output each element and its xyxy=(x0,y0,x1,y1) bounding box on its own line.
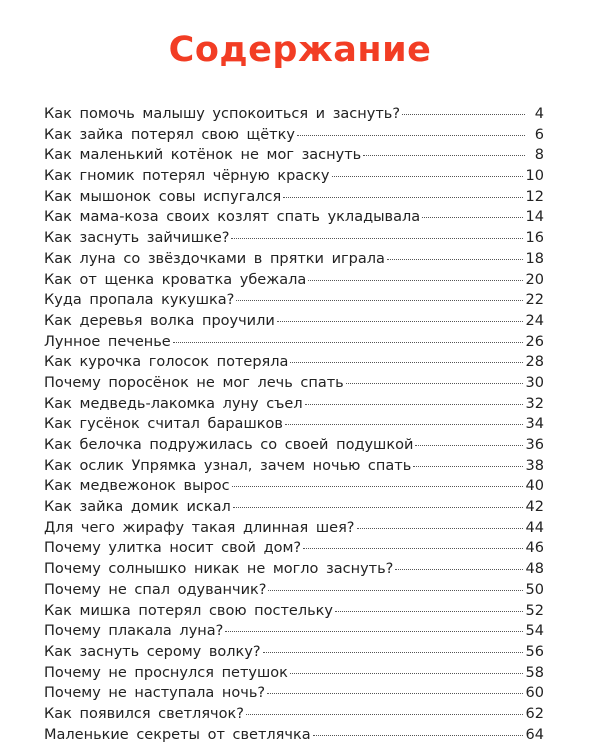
toc-entry-title: Как луна со звёздочками в прятки играла xyxy=(44,250,385,267)
toc-entry xyxy=(44,538,544,559)
toc-dot-leader xyxy=(225,631,522,632)
toc-entry-title: Почему поросёнок не мог лечь спать xyxy=(44,374,344,391)
toc-entry-title: Маленькие секреты от светлячка xyxy=(44,726,311,743)
toc-entry xyxy=(44,352,544,373)
toc-page-number: 26 xyxy=(525,333,544,350)
toc-dot-leader xyxy=(303,548,522,549)
toc-entry xyxy=(44,601,544,622)
toc-page-number: 20 xyxy=(525,271,544,288)
toc-dot-leader xyxy=(387,259,523,260)
toc-entry xyxy=(44,435,544,456)
toc-entry-title: Почему не наступала ночь? xyxy=(44,685,266,702)
toc-entry xyxy=(44,166,544,187)
toc-entry xyxy=(44,580,544,601)
toc-dot-leader xyxy=(422,217,522,218)
toc-entry xyxy=(44,311,544,332)
toc-dot-leader xyxy=(283,197,522,198)
toc-page-number: 44 xyxy=(525,519,544,536)
toc-entry xyxy=(44,456,544,477)
toc-dot-leader xyxy=(285,424,523,425)
toc-dot-leader xyxy=(305,404,523,405)
toc-page-number: 46 xyxy=(525,540,544,557)
toc-entry-title: Как заснуть серому волку? xyxy=(44,643,261,660)
toc-page-number: 36 xyxy=(525,437,544,453)
toc-page-number: 10 xyxy=(525,168,544,185)
toc-entry xyxy=(44,290,544,311)
toc-entry-title: Как от щенка кроватка убежала xyxy=(44,271,307,288)
toc-page-number: 50 xyxy=(525,581,544,598)
toc-page-number: 32 xyxy=(525,395,544,412)
toc-dot-leader xyxy=(263,652,523,653)
toc-page-number: 60 xyxy=(525,685,544,702)
toc-entry-title: Как зайка домик искал xyxy=(44,499,231,516)
toc-dot-leader xyxy=(308,280,522,281)
toc-entry-title: Как мама-коза своих козлят спать укладывала xyxy=(44,209,421,226)
toc-entry-title: Лунное печенье xyxy=(44,333,171,350)
toc-entry-title: Как маленький котёнок не мог заснуть xyxy=(44,147,362,164)
toc-dot-leader xyxy=(268,590,522,591)
toc-entry-title: Как мишка потерял свою постельку xyxy=(44,602,334,619)
toc-dot-leader xyxy=(402,114,525,115)
toc-entry xyxy=(44,125,544,146)
toc-entry xyxy=(44,207,544,228)
toc-page-number: 54 xyxy=(525,623,544,640)
toc-entry-title: Как гномик потерял чёрную краску xyxy=(44,168,330,185)
toc-dot-leader xyxy=(231,238,522,239)
toc-page-number: 30 xyxy=(525,374,544,391)
toc-entry xyxy=(44,704,544,725)
toc-page-number: 52 xyxy=(525,602,544,619)
toc-page-number: 48 xyxy=(525,561,544,578)
toc-dot-leader xyxy=(357,528,523,529)
toc-entry xyxy=(44,621,544,642)
page-title: Содержание xyxy=(168,30,432,70)
toc-page-number: 12 xyxy=(525,188,544,205)
toc-page-number: 14 xyxy=(525,209,544,226)
toc-page-number: 38 xyxy=(525,457,544,474)
toc-entry-title: Почему плакала луна? xyxy=(44,623,224,640)
toc-entry xyxy=(44,145,544,166)
toc-entry-title: Как белочка подружилась со своей подушкой xyxy=(44,437,414,453)
toc-entry-title: Как гусёнок считал барашков xyxy=(44,416,283,433)
toc-entry xyxy=(44,270,544,291)
toc-dot-leader xyxy=(332,176,523,177)
toc-dot-leader xyxy=(267,693,522,694)
toc-entry-title: Почему не спал одуванчик? xyxy=(44,581,267,598)
toc-entry xyxy=(44,518,544,539)
toc-dot-leader xyxy=(290,673,523,674)
toc-entry xyxy=(44,414,544,435)
toc-dot-leader xyxy=(173,342,523,343)
toc-dot-leader xyxy=(246,714,523,715)
toc-dot-leader xyxy=(363,155,525,156)
toc-dot-leader xyxy=(313,735,523,736)
toc-dot-leader xyxy=(290,362,522,363)
toc-entry xyxy=(44,104,544,125)
toc-entry-title: Как помочь малышу успокоиться и заснуть? xyxy=(44,106,401,122)
toc-page-number: 18 xyxy=(525,250,544,267)
toc-page-number: 40 xyxy=(525,478,544,495)
toc-dot-leader xyxy=(415,445,522,446)
toc-entry xyxy=(44,642,544,663)
toc-entry xyxy=(44,559,544,580)
toc-entry xyxy=(44,683,544,704)
toc-entry xyxy=(44,476,544,497)
toc-page-number: 16 xyxy=(525,230,544,247)
toc-dot-leader xyxy=(297,135,525,136)
toc-page-number: 56 xyxy=(525,643,544,660)
toc-page-number: 42 xyxy=(525,499,544,516)
toc-dot-leader xyxy=(413,466,522,467)
toc-entry-title: Как зайка потерял свою щётку xyxy=(44,126,295,143)
toc-entry-title: Для чего жирафу такая длинная шея? xyxy=(44,519,355,536)
toc-entry-title: Как медвежонок вырос xyxy=(44,478,230,495)
toc-entry xyxy=(44,497,544,518)
toc-page-number: 28 xyxy=(525,354,544,371)
toc-entry-title: Почему солнышко никак не могло заснуть? xyxy=(44,561,394,578)
toc-entry-title: Почему не проснулся петушок xyxy=(44,664,288,681)
toc-entry xyxy=(44,373,544,394)
toc-entry xyxy=(44,187,544,208)
toc-page-number: 22 xyxy=(525,292,544,309)
toc-dot-leader xyxy=(346,383,523,384)
toc-entry xyxy=(44,394,544,415)
toc-entry-title: Почему улитка носит свой дом? xyxy=(44,540,302,557)
toc-entry-title: Как ослик Упрямка узнал, зачем ночью спать xyxy=(44,457,412,474)
toc-page-number: 34 xyxy=(525,416,544,433)
toc-entry-title: Куда пропала кукушка? xyxy=(44,292,235,309)
toc-dot-leader xyxy=(233,507,523,508)
toc-entry xyxy=(44,332,544,353)
toc-page-number: 4 xyxy=(534,106,544,122)
toc-entry xyxy=(44,725,544,746)
toc-dot-leader xyxy=(335,611,523,612)
toc-page-number: 64 xyxy=(525,726,544,743)
table-of-contents xyxy=(44,104,544,745)
toc-page-number: 8 xyxy=(534,147,544,164)
toc-page-number: 24 xyxy=(525,312,544,329)
toc-dot-leader xyxy=(236,300,522,301)
toc-entry-title: Как заснуть зайчишке? xyxy=(44,230,230,247)
toc-entry xyxy=(44,228,544,249)
toc-dot-leader xyxy=(277,321,523,322)
toc-entry-title: Как мышонок совы испугался xyxy=(44,188,282,205)
toc-entry-title: Как появился светлячок? xyxy=(44,705,244,722)
toc-dot-leader xyxy=(232,486,523,487)
toc-page-number: 6 xyxy=(534,126,544,143)
toc-entry xyxy=(44,249,544,270)
toc-dot-leader xyxy=(395,569,522,570)
toc-entry xyxy=(44,663,544,684)
toc-entry-title: Как медведь-лакомка луну съел xyxy=(44,395,303,412)
toc-entry-title: Как курочка голосок потеряла xyxy=(44,354,289,371)
toc-entry-title: Как деревья волка проучили xyxy=(44,312,275,329)
toc-page-number: 58 xyxy=(525,664,544,681)
toc-page-number: 62 xyxy=(525,705,544,722)
